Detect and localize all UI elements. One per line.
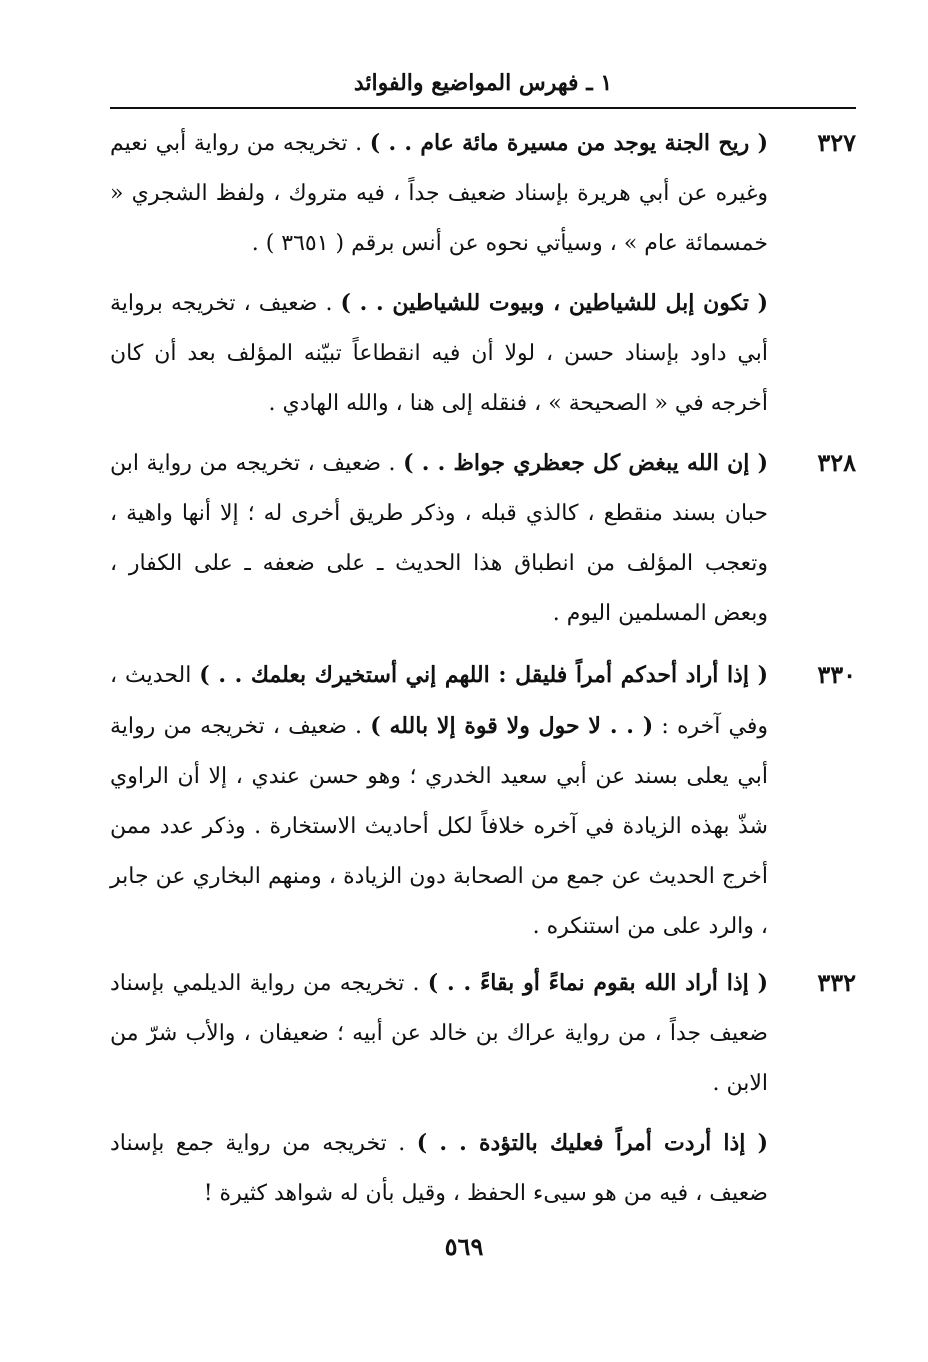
hadith-quote: ( ريح الجنة يوجد من مسيرة مائة عام . . ) (369, 130, 768, 156)
entry-commentary: . ضعيف ، تخريجه من رواية ابن حبان بسند منقطع ، كالذي قبله ، وذكر طريق أخرى له ؛ إلا أنها واهية ، وتعجب المؤلف من انطباق هذا الحديث ـ على ضعفه ـ على الكفار ، وبعض المسلمين اليوم . (110, 451, 768, 626)
hadith-quote: ( إذا أراد الله بقوم نماءً أو بقاءً . . ) (427, 970, 768, 996)
entry-text (110, 438, 768, 639)
header-rule (110, 107, 856, 109)
entry-commentary: . ضعيف ، تخريجه من رواية أبي يعلى بسند عن أبي سعيد الخدري ؛ وهو حسن عندي ، إلا أن الراوي شذّ بهذه الزيادة في آخره خلافاً لكل أحاديث الاستخارة . وذكر عدد ممن أخرج الحديث عن جمع من الصحابة دون الزيادة ، ومنهم البخاري عن جابر ، والرد على من استنكره . (110, 714, 768, 939)
entry-text (110, 1118, 768, 1219)
entry-number: ٣٢٨ (817, 448, 856, 477)
hadith-quote: ( إن الله يبغض كل جعظري جواظ . . ) (403, 450, 768, 476)
entry-commentary: الحديث ، وفي آخره : (110, 663, 768, 739)
entry-text (110, 278, 768, 429)
running-header: ١ ـ فهرس المواضيع والفوائد (353, 70, 613, 96)
hadith-quote: ( إذا أراد أحدكم أمراً فليقل : اللهم إني أستخيرك بعلمك . . ) (199, 662, 768, 688)
entry-commentary: . تخريجه من رواية الديلمي بإسناد ضعيف جداً ، من رواية عراك بن خالد عن أبيه ؛ ضعيفان ، والأب شرّ من الابن . (110, 971, 768, 1096)
hadith-quote-ending: ( . . لا حول ولا قوة إلا بالله ) (370, 713, 654, 739)
entry-text (110, 650, 768, 952)
entry-commentary: . ضعيف ، تخريجه برواية أبي داود بإسناد حسن ، لولا أن فيه انقطاعاً تبيّنه المؤلف بعد أن كان أخرجه في « الصحيحة » ، فنقله إلى هنا ، والله الهادي . (110, 291, 768, 416)
entry-text (110, 958, 768, 1109)
entry-number: ٣٣٢ (817, 968, 856, 997)
hadith-quote: ( إذا أردت أمراً فعليك بالتؤدة . . ) (416, 1130, 768, 1156)
entry-text (110, 118, 768, 269)
entry-commentary: . تخريجه من رواية جمع بإسناد ضعيف ، فيه من هو سيىء الحفظ ، وقيل بأن له شواهد كثيرة ! (110, 1131, 768, 1206)
entry-number: ٣٣٠ (817, 660, 856, 689)
entry-commentary: . تخريجه من رواية أبي نعيم وغيره عن أبي هريرة بإسناد ضعيف جداً ، فيه متروك ، ولفظ الشجري « خمسمائة عام » ، وسيأتي نحوه عن أنس برقم ( ٣٦٥١ ) . (110, 131, 768, 256)
hadith-quote: ( تكون إبل للشياطين ، وبيوت للشياطين . . ) (340, 290, 768, 316)
page-number: ٥٦٩ (444, 1232, 484, 1261)
entry-number: ٣٢٧ (817, 128, 856, 157)
